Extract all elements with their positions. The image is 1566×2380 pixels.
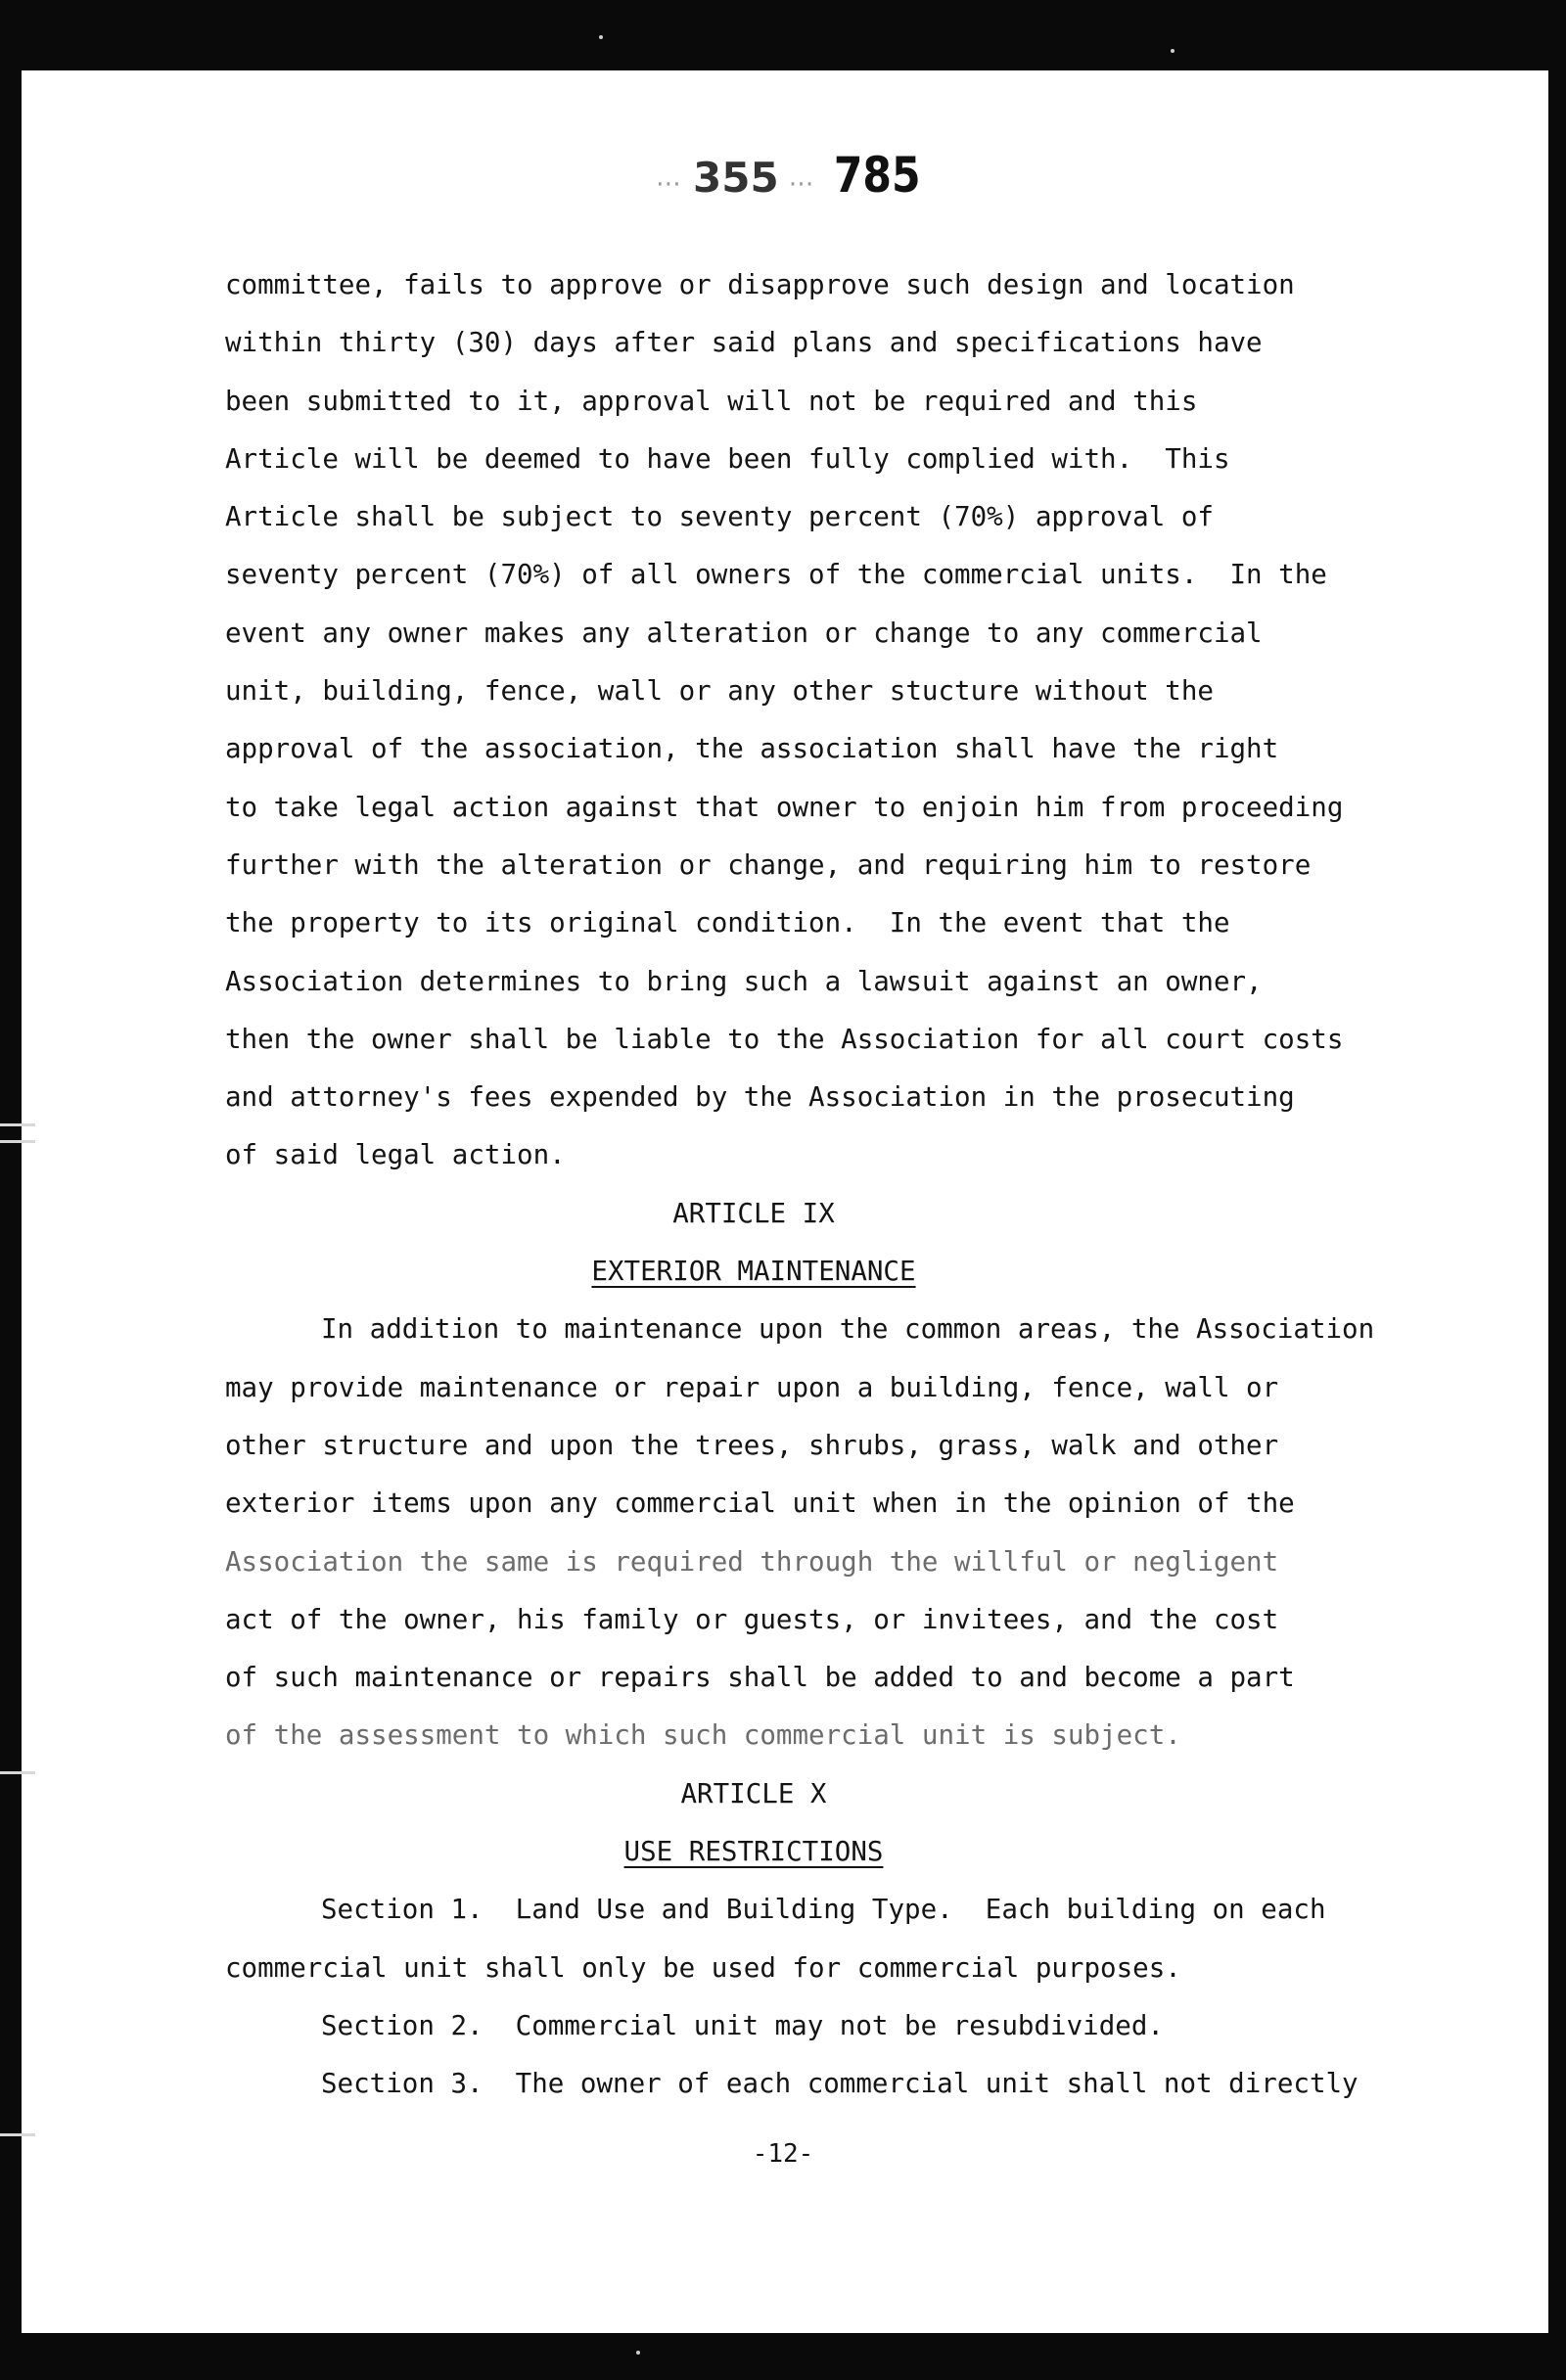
- text-line: Section 1. Land Use and Building Type. Each building on each: [321, 1894, 1326, 1926]
- binding-mark: [0, 1771, 35, 1774]
- text-line: In addition to maintenance upon the common areas, the Association: [321, 1313, 1375, 1346]
- recording-stamp: [656, 147, 928, 204]
- article-heading: [225, 1823, 1282, 1881]
- text-line: act of the owner, his family or guests, or invitees, and the cost: [225, 1603, 1279, 1635]
- text-line: committee, fails to approve or disapprove such design and location: [225, 269, 1295, 300]
- book-prefix: ⋯: [656, 169, 683, 199]
- text-line: Association the same is required through the willful or negligent: [225, 1545, 1279, 1578]
- scan-speck: [1171, 49, 1174, 53]
- article-heading: [225, 1243, 1282, 1301]
- text-line: been submitted to it, approval will not be required and this: [225, 385, 1198, 417]
- article-heading: ARTICLE X: [680, 1777, 827, 1809]
- article-heading: ARTICLE IX: [672, 1197, 835, 1229]
- text-line: of such maintenance or repairs shall be added to and become a part: [225, 1662, 1295, 1694]
- text-line: to take legal action against that owner to enjoin him from proceeding: [225, 791, 1344, 823]
- text-line: then the owner shall be liable to the Association for all court costs: [225, 1023, 1344, 1055]
- text-line: event any owner makes any alteration or change to any commercial: [225, 617, 1263, 649]
- text-line: seventy percent (70%) of all owners of the commercial units. In the: [225, 559, 1327, 591]
- text-line: within thirty (30) days after said plans and specifications have: [225, 327, 1263, 359]
- section-title: EXTERIOR MAINTENANCE: [591, 1256, 916, 1288]
- text-line: Article will be deemed to have been fully complied with. This: [225, 442, 1230, 475]
- text-line: exterior items upon any commercial unit when in the opinion of the: [225, 1488, 1295, 1520]
- scan-speck: [636, 2351, 640, 2355]
- binding-mark: [0, 2133, 35, 2136]
- text-line: of the assessment to which such commercial unit is subject.: [225, 1719, 1181, 1752]
- text-line: and attorney's fees expended by the Association in the prosecuting: [225, 1081, 1295, 1114]
- text-line: of said legal action.: [225, 1139, 566, 1171]
- scan-speck: [599, 35, 603, 39]
- text-line: approval of the association, the association shall have the right: [225, 733, 1279, 765]
- text-line: further with the alteration or change, and requiring him to restore: [225, 848, 1312, 881]
- page-prefix: ⋯: [788, 169, 816, 199]
- document-body: [225, 256, 1497, 2114]
- text-line: Association determines to bring such a lawsuit against an owner,: [225, 965, 1263, 997]
- page-footer-number: -12-: [752, 2139, 814, 2169]
- book-number: 355: [693, 154, 779, 202]
- text-line: may provide maintenance or repair upon a building, fence, wall or: [225, 1371, 1279, 1403]
- binding-mark: [0, 1123, 35, 1126]
- text-line: Section 3. The owner of each commercial unit shall not directly: [321, 2068, 1359, 2100]
- text-line: the property to its original condition. In the event that the: [225, 907, 1230, 939]
- recorded-page-number: 785: [833, 147, 921, 204]
- text-line: Article shall be subject to seventy percent (70%) approval of: [225, 501, 1214, 533]
- text-line: Section 2. Commercial unit may not be resubdivided.: [321, 2009, 1164, 2041]
- binding-mark: [0, 1140, 35, 1143]
- text-line: other structure and upon the trees, shrubs, grass, walk and other: [225, 1429, 1279, 1461]
- text-line: unit, building, fence, wall or any other stucture without the: [225, 675, 1214, 708]
- text-line: commercial unit shall only be used for commercial purposes.: [225, 1951, 1181, 1984]
- section-title: USE RESTRICTIONS: [623, 1836, 884, 1868]
- scan-edge-shadow: [1552, 157, 1566, 372]
